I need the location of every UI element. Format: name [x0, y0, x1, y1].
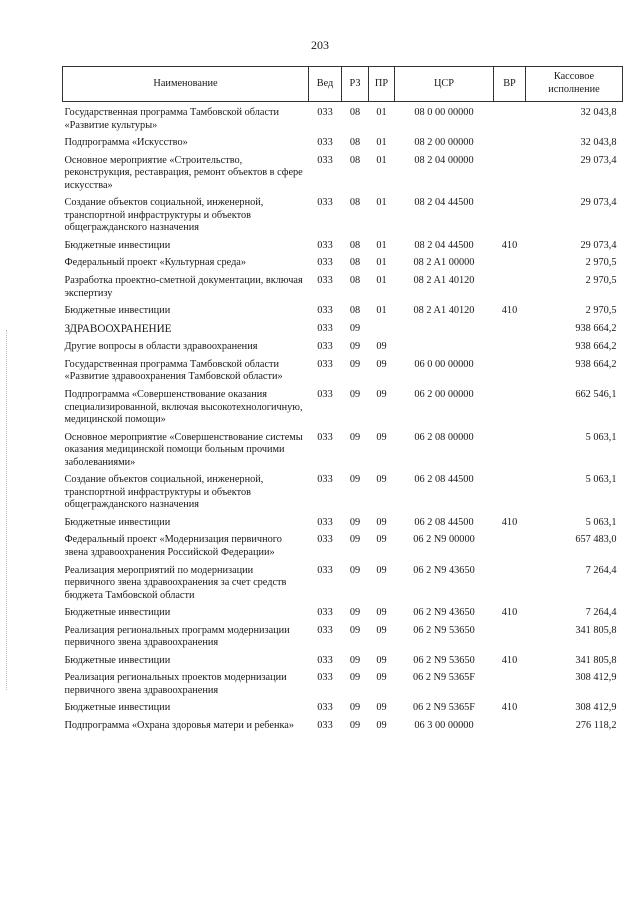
cell-sum: 662 546,1	[575, 388, 617, 400]
cell-sum: 341 805,8	[575, 624, 617, 636]
cell-name: Разработка проектно-сметной документации, включая экспертизу	[64, 275, 303, 299]
cell-sum: 938 664,2	[575, 358, 617, 370]
cell-sum: 657 483,0	[575, 534, 617, 546]
cell-rz: 08	[349, 239, 361, 251]
cell-name: Федеральный проект «Культурная среда»	[64, 257, 247, 269]
cell-ved: 033	[317, 257, 333, 269]
cell-rz: 09	[349, 322, 361, 334]
header-csr: ЦСР	[395, 67, 494, 102]
cell-name: Подпрограмма «Искусство»	[64, 137, 188, 149]
cell-sum: 7 264,4	[585, 607, 617, 619]
table-header	[63, 67, 623, 102]
scan-margin-marks	[6, 330, 11, 690]
cell-pr: 01	[376, 197, 387, 209]
cell-rz: 08	[349, 137, 361, 149]
cell-rz: 09	[349, 474, 361, 486]
cell-pr: 09	[376, 607, 387, 619]
cell-ved: 033	[317, 322, 333, 334]
cell-name: Основное мероприятие «Совершенствование системы оказания медицинской помощи больным прочими заболеваниями»	[64, 431, 303, 468]
cell-rz: 08	[349, 257, 361, 269]
cell-csr: 08 0 00 00000	[414, 107, 474, 118]
cell-rz: 09	[349, 607, 361, 619]
cell-sum: 938 664,2	[575, 341, 617, 353]
cell-csr: 08 2 04 44500	[414, 197, 474, 209]
cell-pr: 01	[376, 257, 387, 269]
cell-vr	[494, 192, 526, 235]
cell-rz: 08	[349, 275, 361, 287]
cell-csr	[395, 318, 494, 337]
cell-sum: 341 805,8	[575, 654, 617, 666]
cell-pr	[369, 318, 395, 337]
cell-sum: 308 412,9	[575, 702, 617, 714]
cell-pr: 09	[376, 474, 387, 486]
cell-name: Создание объектов социальной, инженерной, транспортной инфраструктуры и объектов общегражданского назначения	[64, 474, 264, 511]
table-row	[63, 529, 623, 559]
cell-vr	[494, 384, 526, 427]
table-row	[63, 384, 623, 427]
cell-ved: 033	[317, 474, 333, 486]
cell-name: Бюджетные инвестиции	[64, 239, 171, 251]
cell-ved: 033	[317, 624, 333, 636]
cell-name: ЗДРАВООХРАНЕНИЕ	[64, 322, 172, 335]
cell-pr: 09	[376, 431, 387, 443]
table-row	[63, 667, 623, 697]
cell-name: Подпрограмма «Охрана здоровья матери и ребенка»	[64, 719, 295, 731]
budget-table	[62, 66, 623, 733]
table-row	[63, 235, 623, 253]
cell-rz: 08	[349, 154, 361, 166]
cell-pr: 09	[376, 624, 387, 636]
cell-pr: 09	[376, 719, 387, 731]
cell-vr	[494, 336, 526, 354]
cell-rz: 08	[349, 197, 361, 209]
cell-name: Бюджетные инвестиции	[64, 654, 171, 666]
cell-csr: 06 2 N9 53650	[413, 654, 475, 666]
cell-sum: 5 063,1	[585, 474, 617, 486]
cell-rz: 09	[349, 388, 361, 400]
table-row	[63, 300, 623, 318]
header-sum: Кассовое исполнение	[526, 67, 623, 102]
cell-vr: 410	[501, 516, 518, 528]
cell-vr	[494, 318, 526, 337]
cell-ved: 033	[317, 534, 333, 546]
cell-pr: 09	[376, 534, 387, 546]
cell-rz: 09	[349, 358, 361, 370]
cell-name: Бюджетные инвестиции	[64, 305, 171, 317]
cell-ved: 033	[317, 341, 333, 353]
cell-rz: 09	[349, 672, 361, 684]
cell-name: Государственная программа Тамбовской области «Развитие здравоохранения Тамбовской области»	[64, 358, 283, 383]
table-row	[63, 150, 623, 193]
cell-vr: 410	[501, 702, 518, 714]
cell-ved: 033	[317, 607, 333, 619]
cell-pr: 09	[376, 702, 387, 714]
cell-pr: 01	[376, 239, 387, 251]
cell-name: Бюджетные инвестиции	[64, 516, 171, 528]
cell-vr	[494, 529, 526, 559]
budget-table-container	[62, 66, 622, 733]
cell-ved: 033	[317, 305, 333, 317]
cell-ved: 033	[317, 719, 333, 731]
cell-vr: 410	[501, 239, 518, 251]
cell-vr	[494, 252, 526, 270]
cell-pr: 01	[376, 305, 387, 317]
cell-csr: 06 2 N9 5365F	[412, 702, 476, 714]
cell-csr: 06 2 N9 53650	[413, 624, 475, 636]
cell-ved: 033	[317, 654, 333, 666]
table-row	[63, 697, 623, 715]
cell-sum: 29 073,4	[580, 239, 617, 251]
cell-vr	[494, 620, 526, 650]
cell-ved: 033	[317, 358, 333, 370]
cell-sum: 7 264,4	[585, 564, 617, 576]
cell-csr: 06 2 08 00000	[414, 431, 474, 443]
cell-vr	[494, 715, 526, 733]
cell-vr: 410	[501, 654, 518, 666]
cell-csr: 06 2 N9 43650	[413, 607, 475, 619]
cell-ved: 033	[317, 388, 333, 400]
cell-csr: 06 2 N9 5365F	[412, 672, 476, 684]
cell-sum: 5 063,1	[585, 516, 617, 528]
cell-vr	[494, 560, 526, 603]
cell-ved: 033	[317, 672, 333, 684]
table-row	[63, 715, 623, 733]
cell-name: Другие вопросы в области здравоохранения	[64, 341, 258, 353]
table-row	[63, 192, 623, 235]
header-vr: ВР	[494, 67, 526, 102]
cell-sum: 5 063,1	[585, 431, 617, 443]
table-row	[63, 602, 623, 620]
cell-vr	[494, 132, 526, 150]
cell-csr: 06 2 08 44500	[414, 474, 474, 486]
cell-vr	[494, 102, 526, 133]
cell-vr	[494, 667, 526, 697]
cell-pr: 09	[376, 564, 387, 576]
cell-sum: 29 073,4	[580, 154, 617, 166]
cell-pr: 09	[376, 341, 387, 353]
cell-ved: 033	[317, 137, 333, 149]
cell-sum: 2 970,5	[585, 305, 617, 317]
cell-rz: 08	[349, 107, 361, 118]
header-ved: Вед	[309, 67, 342, 102]
table-row	[63, 650, 623, 668]
cell-csr: 08 2 00 00000	[414, 137, 474, 149]
header-name: Наименование	[63, 67, 309, 102]
cell-csr: 06 2 00 00000	[414, 388, 474, 400]
cell-name: Бюджетные инвестиции	[64, 607, 171, 619]
cell-rz: 09	[349, 516, 361, 528]
cell-sum: 2 970,5	[585, 275, 617, 287]
cell-vr: 410	[501, 607, 518, 619]
cell-sum: 308 412,9	[575, 672, 617, 684]
cell-name: Основное мероприятие «Строительство, реконструкция, реставрация, ремонт объектов в сфере искусства»	[64, 154, 303, 191]
cell-pr: 09	[376, 672, 387, 684]
cell-ved: 033	[317, 702, 333, 714]
cell-vr	[494, 150, 526, 193]
cell-name: Федеральный проект «Модернизация первичного звена здравоохранения Российской Федерации»	[64, 534, 282, 558]
cell-name: Реализация мероприятий по модернизации первичного звена здравоохранения за счет средств бюджета Тамбовской области	[64, 564, 287, 601]
cell-pr: 01	[376, 154, 387, 166]
cell-pr: 09	[376, 516, 387, 528]
cell-ved: 033	[317, 239, 333, 251]
cell-csr: 08 2 A1 40120	[413, 305, 475, 317]
cell-csr: 06 3 00 00000	[414, 719, 474, 731]
cell-csr	[395, 336, 494, 354]
cell-sum: 32 043,8	[580, 107, 617, 118]
cell-ved: 033	[317, 107, 333, 118]
cell-csr: 06 2 N9 00000	[413, 534, 475, 546]
cell-ved: 033	[317, 516, 333, 528]
cell-csr: 06 2 08 44500	[414, 516, 474, 528]
table-row	[63, 270, 623, 300]
cell-vr	[494, 469, 526, 512]
cell-csr: 08 2 04 00000	[414, 154, 474, 166]
table-row	[63, 354, 623, 384]
cell-sum: 32 043,8	[580, 137, 617, 149]
cell-name: Создание объектов социальной, инженерной, транспортной инфраструктуры и объектов общегражданского назначения	[64, 197, 264, 234]
cell-rz: 09	[349, 624, 361, 636]
cell-pr: 09	[376, 358, 387, 370]
cell-csr: 08 2 A1 40120	[413, 275, 475, 287]
table-row	[63, 512, 623, 530]
cell-name: Бюджетные инвестиции	[64, 702, 171, 714]
table-row	[63, 252, 623, 270]
cell-pr: 09	[376, 388, 387, 400]
header-rz: РЗ	[342, 67, 369, 102]
cell-rz: 08	[349, 305, 361, 317]
table-row	[63, 318, 623, 337]
cell-ved: 033	[317, 431, 333, 443]
cell-rz: 09	[349, 719, 361, 731]
cell-rz: 09	[349, 654, 361, 666]
cell-pr: 09	[376, 654, 387, 666]
cell-pr: 01	[376, 275, 387, 287]
cell-vr: 410	[501, 305, 518, 317]
cell-csr: 08 2 04 44500	[414, 239, 474, 251]
cell-name: Подпрограмма «Совершенствование оказания специализированной, включая высокотехнологичную, медицинской помощи»	[64, 388, 303, 426]
cell-sum: 276 118,2	[575, 719, 617, 731]
cell-sum: 2 970,5	[585, 257, 617, 269]
cell-csr: 06 2 N9 43650	[413, 564, 475, 576]
cell-ved: 033	[317, 275, 333, 287]
table-body	[63, 102, 623, 733]
cell-name: Реализация региональных программ модернизации первичного звена здравоохранения	[64, 624, 290, 649]
cell-csr: 06 0 00 00000	[414, 358, 474, 370]
cell-vr	[494, 427, 526, 470]
header-pr: ПР	[369, 67, 395, 102]
cell-rz: 09	[349, 341, 361, 353]
table-row	[63, 336, 623, 354]
table-row	[63, 560, 623, 603]
cell-sum: 29 073,4	[580, 197, 617, 209]
cell-rz: 09	[349, 431, 361, 443]
cell-sum: 938 664,2	[575, 322, 617, 334]
cell-vr	[494, 354, 526, 384]
cell-ved: 033	[317, 197, 333, 209]
table-row	[63, 427, 623, 470]
cell-pr: 01	[376, 107, 387, 118]
cell-rz: 09	[349, 564, 361, 576]
table-row	[63, 132, 623, 150]
cell-name: Государственная программа Тамбовской области «Развитие культуры»	[64, 107, 280, 131]
cell-name: Реализация региональных проектов модернизации первичного звена здравоохранения	[64, 672, 287, 696]
cell-vr	[494, 270, 526, 300]
table-row	[63, 469, 623, 512]
cell-rz: 09	[349, 702, 361, 714]
table-row	[63, 102, 623, 133]
cell-ved: 033	[317, 154, 333, 166]
page-number: 203	[311, 38, 329, 52]
cell-ved: 033	[317, 564, 333, 576]
cell-rz: 09	[349, 534, 361, 546]
table-row	[63, 620, 623, 650]
cell-pr: 01	[376, 137, 387, 149]
cell-csr: 08 2 A1 00000	[413, 257, 475, 269]
